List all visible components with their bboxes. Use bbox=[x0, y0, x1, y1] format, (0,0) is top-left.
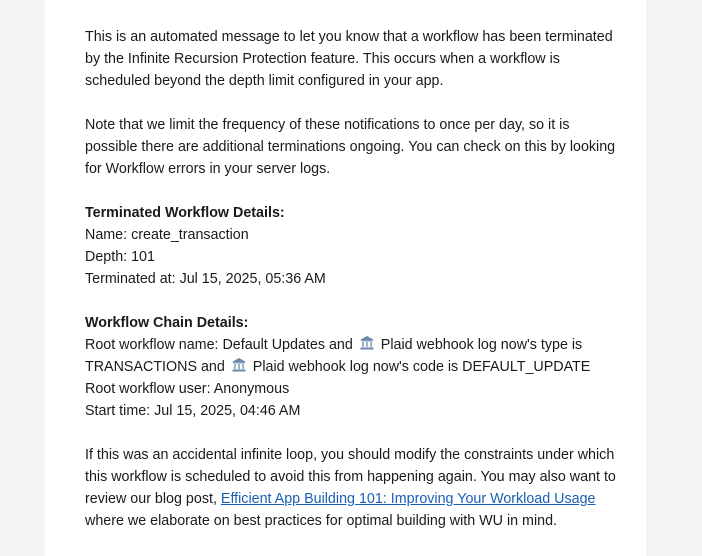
bank-icon bbox=[359, 335, 375, 351]
chain-details bbox=[85, 312, 615, 422]
bank-icon bbox=[231, 357, 247, 373]
chain-heading: Workflow Chain Details: bbox=[85, 315, 249, 331]
closing-line: this workflow is scheduled to avoid this from happening again. You may also want to bbox=[85, 469, 616, 485]
root-name-prefix: Root workflow name: Default Updates and bbox=[85, 337, 353, 353]
intro-line: This is an automated message to let you know that a workflow has been terminated bbox=[85, 29, 613, 45]
greeting bbox=[85, 0, 615, 4]
closing-line: If this was an accidental infinite loop, you should modify the constraints under which bbox=[85, 447, 615, 463]
greeting-text bbox=[85, 0, 615, 4]
root-name-part3: TRANSACTIONS and bbox=[85, 359, 225, 375]
root-workflow-user: Root workflow user: Anonymous bbox=[85, 381, 290, 397]
terminated-at: Terminated at: Jul 15, 2025, 05:36 AM bbox=[85, 271, 326, 287]
terminated-depth: Depth: 101 bbox=[85, 249, 155, 265]
root-workflow-name-line1 bbox=[85, 334, 615, 356]
email-body bbox=[85, 0, 615, 554]
root-workflow-name-line2 bbox=[85, 356, 615, 378]
intro-paragraph bbox=[85, 26, 615, 92]
closing-line: where we elaborate on best practices for optimal building with WU in mind. bbox=[85, 513, 558, 529]
terminated-heading: Terminated Workflow Details: bbox=[85, 205, 285, 221]
closing-prefix: review our blog post, bbox=[85, 491, 217, 507]
intro-line: by the Infinite Recursion Protection feature. This occurs when a workflow is bbox=[85, 51, 560, 67]
email-card bbox=[45, 0, 646, 556]
note-line: possible there are additional terminations ongoing. You can check on this by looking bbox=[85, 139, 616, 155]
note-line: Note that we limit the frequency of these notifications to once per day, so it is bbox=[85, 117, 570, 133]
closing-paragraph bbox=[85, 444, 615, 532]
terminated-details bbox=[85, 202, 615, 290]
start-time: Start time: Jul 15, 2025, 04:46 AM bbox=[85, 403, 301, 419]
note-paragraph bbox=[85, 114, 615, 180]
intro-line: scheduled beyond the depth limit configured in your app. bbox=[85, 73, 444, 89]
closing-line-with-link bbox=[85, 488, 615, 510]
terminated-name: Name: create_transaction bbox=[85, 227, 249, 243]
root-name-part4: Plaid webhook log now's code is DEFAULT_UPDATE bbox=[252, 359, 591, 375]
note-line: for Workflow errors in your server logs. bbox=[85, 161, 331, 177]
blog-post-link[interactable]: Efficient App Building 101: Improving Your Workload Usage bbox=[220, 491, 596, 507]
root-name-part2: Plaid webhook log now's type is bbox=[380, 337, 583, 353]
